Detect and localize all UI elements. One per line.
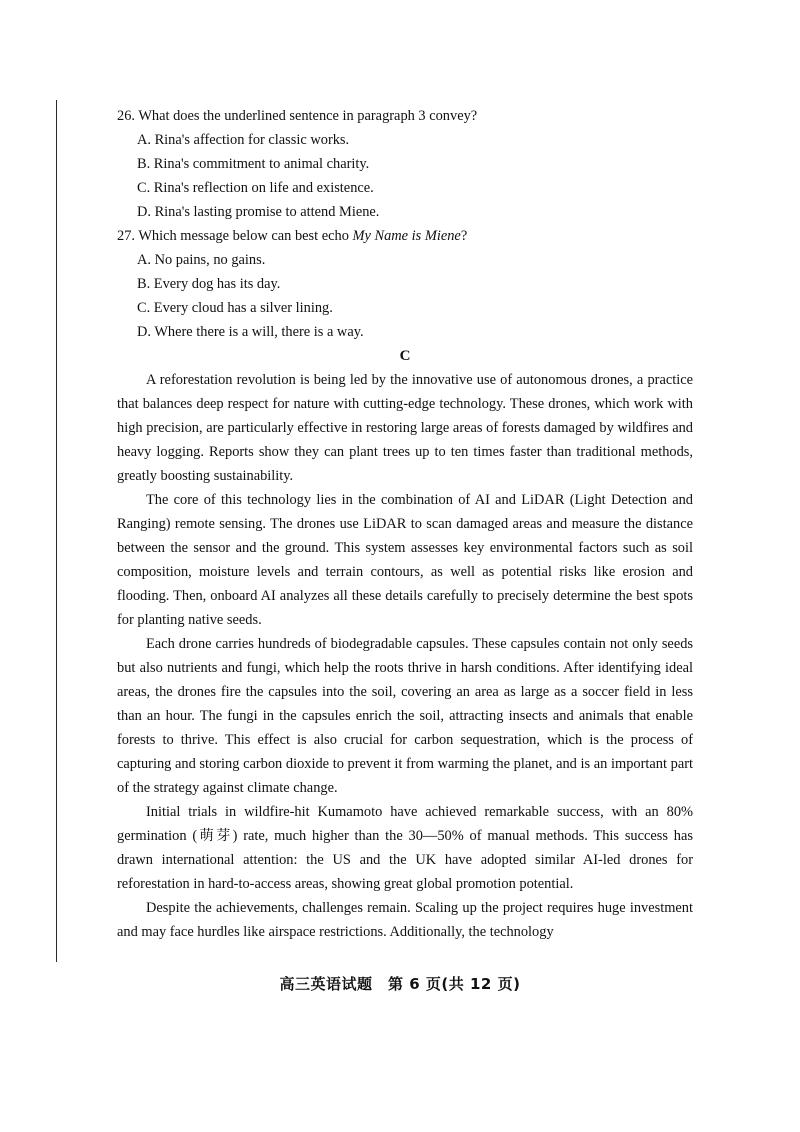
question-27-option-c: C. Every cloud has a silver lining. — [137, 300, 333, 316]
question-27-stem-title: My Name is Miene — [352, 228, 461, 244]
question-27-option-b: B. Every dog has its day. — [137, 276, 281, 292]
paragraph-3: Each drone carries hundreds of biodegradable capsules. These capsules contain not only seeds but also nutrients and fungi, which help the roots thrive in harsh conditions. After identifying ideal areas, the drones fire the capsules into the soil, covering an area as large as a soccer field in less than an hour. The fungi in the capsules enrich the soil, attracting insects and animals that enable forests to thrive. This effect is also crucial for carbon sequestration, which is the process of capturing and storing carbon dioxide to prevent it from warming the planet, and is an important part of the strategy against climate change. — [117, 636, 693, 796]
question-27-option-d: D. Where there is a will, there is a way. — [137, 324, 364, 340]
question-27-stem-suffix: ? — [460, 228, 468, 244]
question-26-stem: 26. What does the underlined sentence in paragraph 3 convey? — [117, 108, 478, 124]
page-footer: 高三英语试题 第 6 页(共 12 页) — [279, 975, 521, 993]
paragraph-1: A reforestation revolution is being led by the innovative use of autonomous drones, a practice that balances deep respect for nature with cutting-edge technology. These drones, which work with high precision, are particularly effective in restoring large areas of forests damaged by wildfires and heavy logging. Reports show they can plant trees up to ten times faster than traditional methods, greatly boosting sustainability. — [117, 372, 693, 484]
paragraph-2: The core of this technology lies in the combination of AI and LiDAR (Light Detection and Ranging) remote sensing. The drones use LiDAR to scan damaged areas and measure the distance between the sensor and the ground. This system assesses key environmental factors such as soil composition, moisture levels and terrain contours, as well as potential risks like erosion and flooding. Then, onboard AI analyzes all these details carefully to precisely determine the best spots for planting native seeds. — [117, 492, 693, 628]
paragraph-4: Initial trials in wildfire-hit Kumamoto have achieved remarkable success, with an 80% germination (萌芽) rate, much higher than the 30—50% of manual methods. This success has drawn international attention: the US and the UK have adopted similar AI-led drones for reforestation in hard-to-access areas, showing great global promotion potential. — [117, 804, 693, 892]
question-26-option-a: A. Rina's affection for classic works. — [137, 132, 350, 148]
question-26-option-d: D. Rina's lasting promise to attend Miene. — [137, 204, 380, 220]
question-26-option-c: C. Rina's reflection on life and existence. — [137, 180, 374, 196]
left-margin-rule — [56, 100, 57, 962]
page-content — [117, 104, 693, 944]
question-27-option-a: A. No pains, no gains. — [137, 252, 266, 268]
question-27-stem — [117, 224, 693, 248]
question-27-stem-prefix: 27. Which message below can best echo — [117, 228, 353, 244]
question-26-option-b: B. Rina's commitment to animal charity. — [137, 156, 370, 172]
section-label: C — [399, 348, 411, 364]
paragraph-5: Despite the achievements, challenges remain. Scaling up the project requires huge investment and may face hurdles like airspace restrictions. Additionally, the technology — [117, 900, 693, 940]
